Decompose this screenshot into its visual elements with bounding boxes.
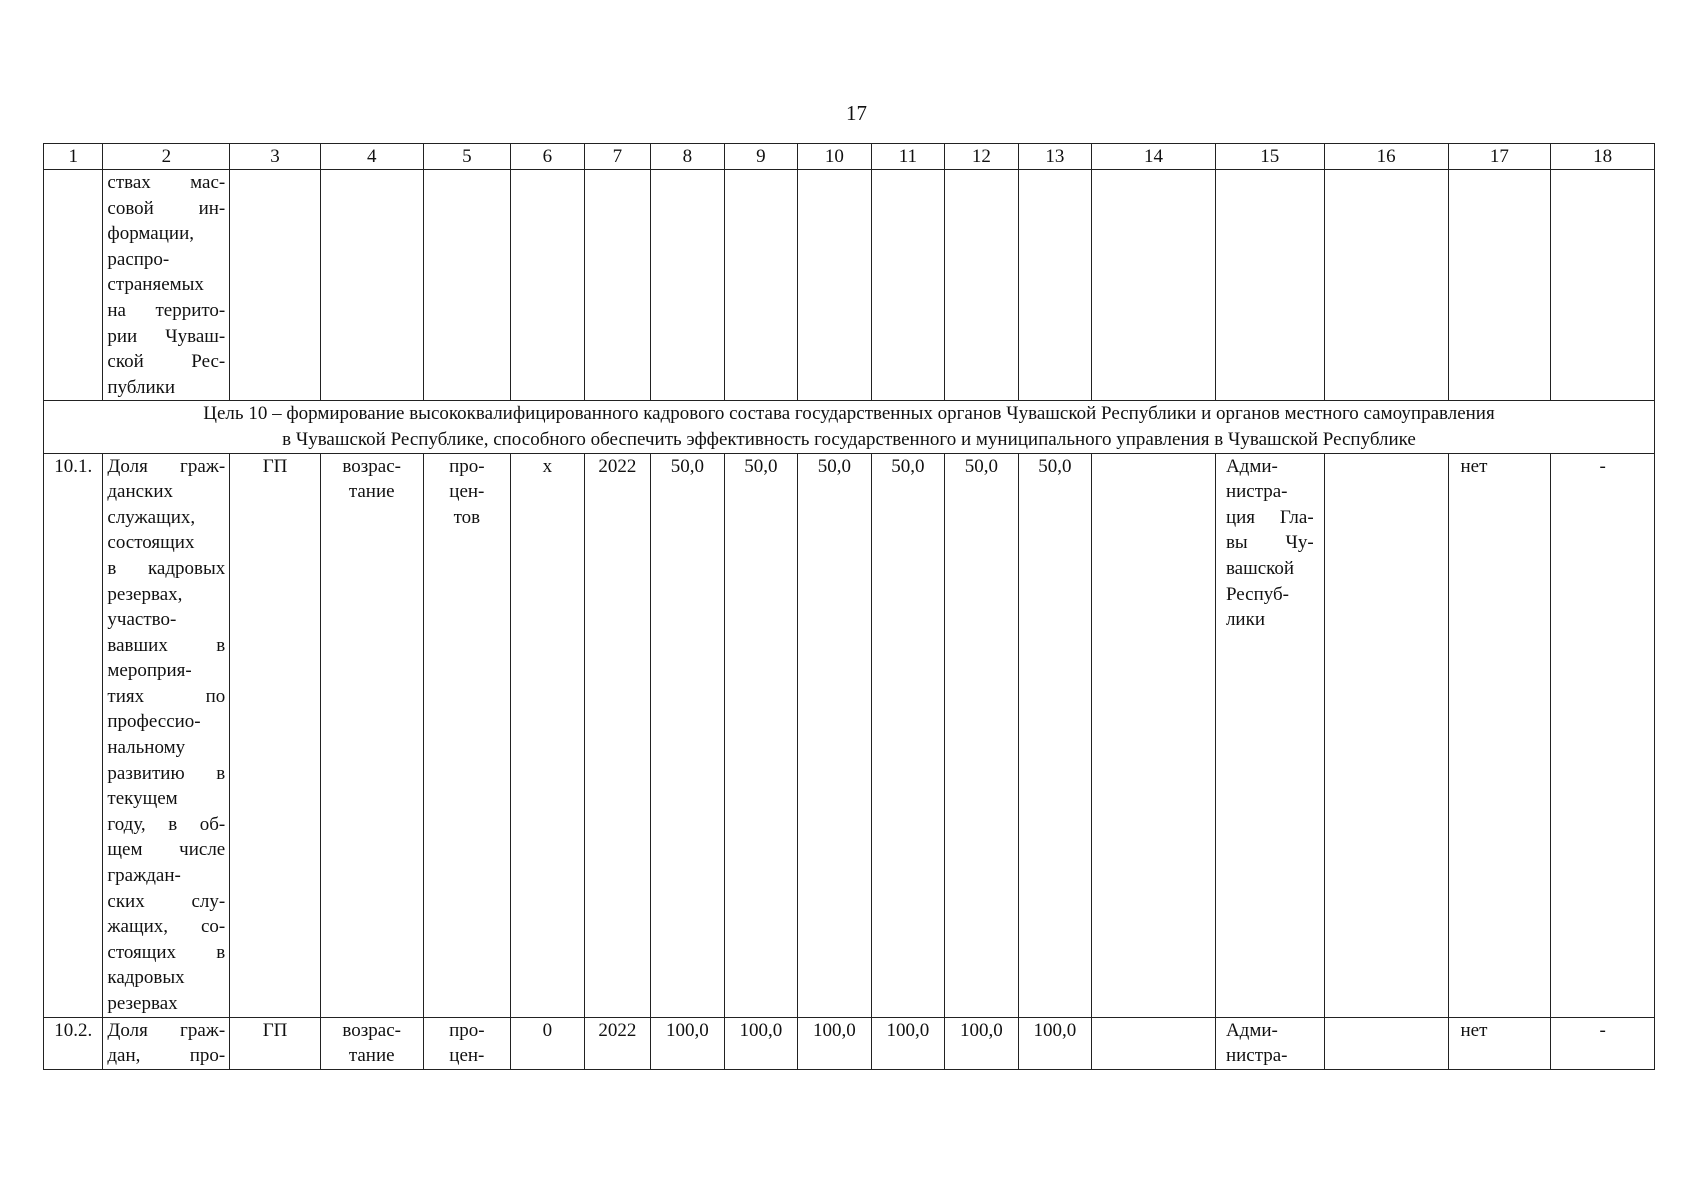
text-line: году, в об- bbox=[107, 813, 226, 835]
header-cell: 11 bbox=[871, 144, 945, 170]
table-cell bbox=[584, 170, 650, 401]
text-line: текущем bbox=[107, 788, 178, 810]
header-cell: 17 bbox=[1448, 144, 1551, 170]
value-cell: 100,0 bbox=[945, 1017, 1019, 1069]
program-code: ГП bbox=[230, 453, 321, 1017]
table-cell bbox=[1551, 170, 1655, 401]
row-number: 10.2. bbox=[44, 1017, 103, 1069]
table-cell bbox=[945, 170, 1019, 401]
text-line: публики bbox=[107, 376, 176, 398]
text-line: лики bbox=[1225, 609, 1265, 631]
table-cell bbox=[423, 170, 511, 401]
table-cell bbox=[511, 170, 585, 401]
text-line: вашской bbox=[1225, 557, 1295, 579]
text-line: распро- bbox=[107, 248, 170, 270]
table-row bbox=[44, 1017, 1655, 1069]
indicator-name-cell bbox=[103, 170, 230, 401]
text-line: ствах мас- bbox=[107, 172, 226, 193]
header-cell: 1 bbox=[44, 144, 103, 170]
goal-cell bbox=[44, 401, 1655, 453]
page-number: 17 bbox=[846, 101, 867, 125]
table-cell bbox=[1092, 1017, 1216, 1069]
base-value: 0 bbox=[511, 1017, 585, 1069]
indicator-name-cell bbox=[103, 1017, 230, 1069]
text-line: рии Чуваш- bbox=[107, 325, 226, 347]
header-cell: 9 bbox=[724, 144, 798, 170]
table-cell bbox=[230, 170, 321, 401]
text-line: нистра- bbox=[1225, 481, 1288, 503]
header-cell: 5 bbox=[423, 144, 511, 170]
text-line: страняемых bbox=[107, 274, 204, 296]
value-cell: 100,0 bbox=[724, 1017, 798, 1069]
goal-line: в Чувашской Республике, способного обеспечить эффективность государственного и муниципального управления в Чувашской Республике bbox=[282, 428, 1416, 450]
value-cell: 50,0 bbox=[798, 453, 872, 1017]
carry-over-row bbox=[44, 170, 1655, 401]
text-line: ских слу- bbox=[107, 890, 226, 912]
flag-cell: нет bbox=[1448, 1017, 1551, 1069]
text-line: про- bbox=[449, 1019, 485, 1041]
table-cell bbox=[1448, 170, 1551, 401]
value-cell: 100,0 bbox=[871, 1017, 945, 1069]
text-line: мероприя- bbox=[107, 660, 192, 682]
table-cell bbox=[1092, 170, 1216, 401]
table-cell bbox=[1324, 453, 1448, 1017]
text-line: служащих, bbox=[107, 506, 196, 528]
note-cell: - bbox=[1551, 1017, 1655, 1069]
header-cell: 12 bbox=[945, 144, 1019, 170]
text-line: ция Гла- bbox=[1225, 506, 1314, 528]
trend-cell bbox=[320, 453, 423, 1017]
text-line: состоящих bbox=[107, 532, 195, 554]
goal-row bbox=[44, 401, 1655, 453]
note-cell: - bbox=[1551, 453, 1655, 1017]
text-line: стоящих в bbox=[107, 941, 226, 963]
text-line: совой ин- bbox=[107, 197, 226, 219]
header-cell: 13 bbox=[1018, 144, 1092, 170]
text-line: Доля граж- bbox=[107, 1019, 226, 1041]
table-cell bbox=[651, 170, 725, 401]
base-value: х bbox=[511, 453, 585, 1017]
program-code: ГП bbox=[230, 1017, 321, 1069]
text-line: тов bbox=[453, 506, 481, 528]
table-cell bbox=[724, 170, 798, 401]
table-cell bbox=[320, 170, 423, 401]
unit-cell bbox=[423, 1017, 511, 1069]
header-cell: 18 bbox=[1551, 144, 1655, 170]
value-cell: 100,0 bbox=[651, 1017, 725, 1069]
text-line: Адми- bbox=[1225, 455, 1278, 477]
value-cell: 50,0 bbox=[724, 453, 798, 1017]
base-year: 2022 bbox=[584, 453, 650, 1017]
header-cell: 2 bbox=[103, 144, 230, 170]
table-header-row bbox=[44, 144, 1655, 170]
header-cell: 15 bbox=[1215, 144, 1324, 170]
text-line: кадровых bbox=[107, 967, 185, 989]
table-cell bbox=[1092, 453, 1216, 1017]
text-line: резервах, bbox=[107, 583, 183, 605]
header-cell: 3 bbox=[230, 144, 321, 170]
text-line: участво- bbox=[107, 609, 177, 631]
header-cell: 8 bbox=[651, 144, 725, 170]
text-line: цен- bbox=[449, 1045, 485, 1067]
table-cell bbox=[1324, 1017, 1448, 1069]
text-line: ской Рес- bbox=[107, 351, 226, 373]
base-year: 2022 bbox=[584, 1017, 650, 1069]
text-line: формации, bbox=[107, 223, 194, 245]
table-cell bbox=[1215, 170, 1324, 401]
table-cell bbox=[1018, 170, 1092, 401]
value-cell: 100,0 bbox=[1018, 1017, 1092, 1069]
value-cell: 50,0 bbox=[945, 453, 1019, 1017]
value-cell: 50,0 bbox=[651, 453, 725, 1017]
text-line: Адми- bbox=[1225, 1019, 1278, 1041]
trend-cell bbox=[320, 1017, 423, 1069]
indicator-name-cell bbox=[103, 453, 230, 1017]
value-cell: 50,0 bbox=[871, 453, 945, 1017]
text-line: развитию в bbox=[107, 762, 226, 784]
header-cell: 4 bbox=[320, 144, 423, 170]
table-cell bbox=[798, 170, 872, 401]
responsible-cell bbox=[1215, 453, 1324, 1017]
value-cell: 50,0 bbox=[1018, 453, 1092, 1017]
text-line: данских bbox=[107, 481, 173, 503]
header-cell: 6 bbox=[511, 144, 585, 170]
header-cell: 16 bbox=[1324, 144, 1448, 170]
value-cell: 100,0 bbox=[798, 1017, 872, 1069]
header-cell: 10 bbox=[798, 144, 872, 170]
text-line: Доля граж- bbox=[107, 455, 226, 477]
text-line: про- bbox=[449, 455, 485, 477]
text-line: на террито- bbox=[107, 299, 226, 321]
text-line: в кадровых bbox=[107, 557, 226, 579]
header-cell: 7 bbox=[584, 144, 650, 170]
text-line: жащих, со- bbox=[107, 916, 226, 938]
text-line: дан, про- bbox=[107, 1045, 226, 1067]
unit-cell bbox=[423, 453, 511, 1017]
indicators-table bbox=[43, 143, 1655, 1070]
header-cell: 14 bbox=[1092, 144, 1216, 170]
text-line: цен- bbox=[449, 481, 485, 503]
text-line: тиях по bbox=[107, 685, 226, 707]
text-line: нальному bbox=[107, 737, 186, 759]
text-line: вавших в bbox=[107, 634, 226, 656]
text-line: возрас- bbox=[342, 455, 401, 477]
text-line: тание bbox=[348, 1045, 395, 1067]
text-line: граждан- bbox=[107, 865, 181, 887]
text-line: Респуб- bbox=[1225, 583, 1290, 605]
text-line: вы Чу- bbox=[1225, 532, 1314, 554]
flag-cell: нет bbox=[1448, 453, 1551, 1017]
text-line: нистра- bbox=[1225, 1045, 1288, 1067]
goal-line: Цель 10 – формирование высококвалифицированного кадрового состава государственных органов Чувашской Республики и органов местного самоуправления bbox=[203, 403, 1495, 425]
table-cell bbox=[44, 170, 103, 401]
row-number: 10.1. bbox=[44, 453, 103, 1017]
text-line: профессио- bbox=[107, 711, 201, 733]
table-cell bbox=[1324, 170, 1448, 401]
table-cell bbox=[871, 170, 945, 401]
table-row bbox=[44, 453, 1655, 1017]
text-line: щем числе bbox=[107, 839, 226, 861]
responsible-cell bbox=[1215, 1017, 1324, 1069]
text-line: резервах bbox=[107, 993, 178, 1014]
text-line: возрас- bbox=[342, 1019, 401, 1041]
text-line: тание bbox=[348, 481, 395, 503]
